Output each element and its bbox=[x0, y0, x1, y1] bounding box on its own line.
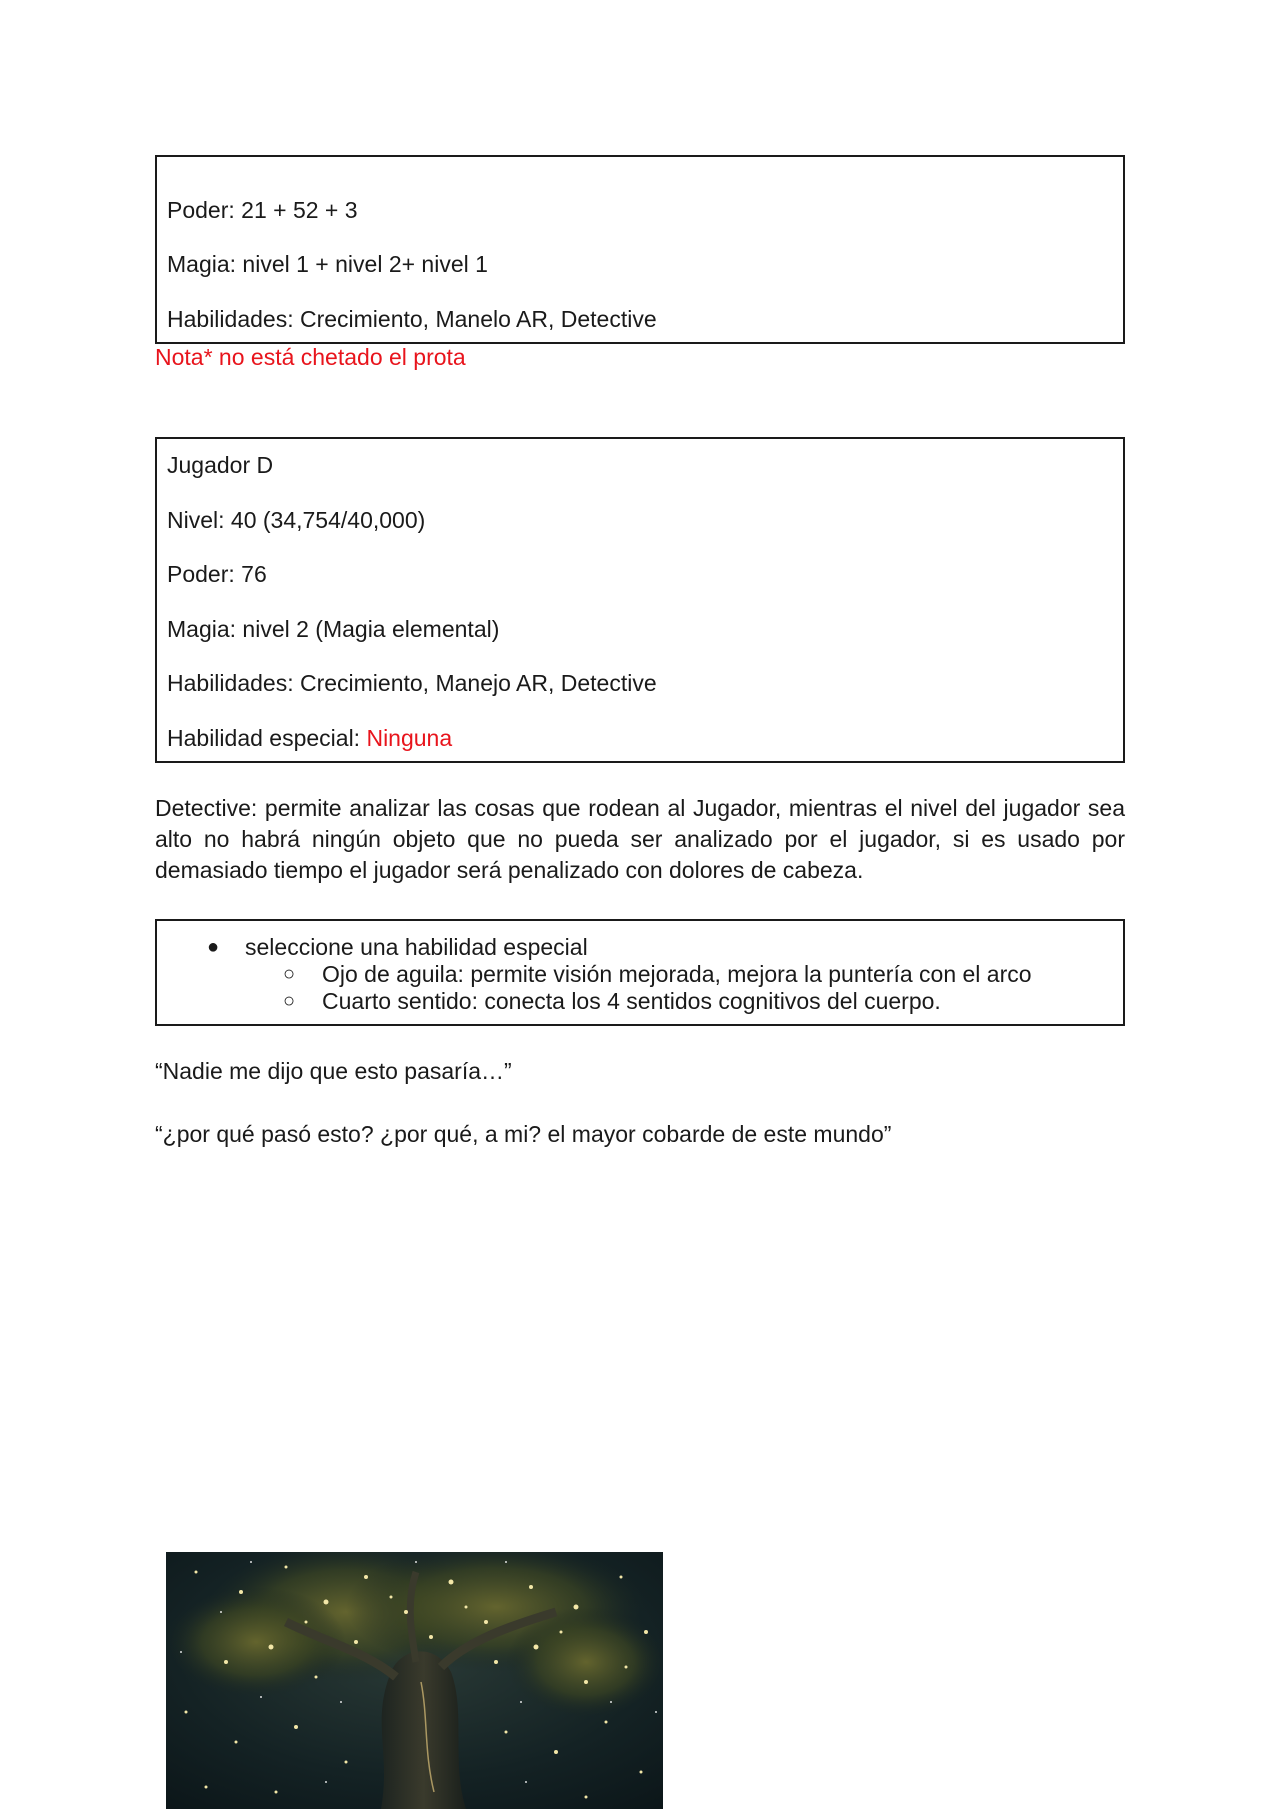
nivel-line: Nivel: 40 (34,754/40,000) bbox=[167, 507, 426, 533]
quote-2: “¿por qué pasó esto? ¿por qué, a mi? el mayor cobarde de este mundo” bbox=[155, 1121, 892, 1147]
special-ability-box bbox=[155, 919, 1125, 1026]
starry-tree-image bbox=[166, 1552, 663, 1809]
habilidad-especial-line bbox=[167, 724, 452, 752]
list-item-ojo-de-aguila: Ojo de aguila: permite visión mejorada, mejora la puntería con el arco bbox=[322, 961, 1032, 987]
poder-line: Poder: 21 + 52 + 3 bbox=[167, 197, 358, 223]
stats-box-top bbox=[155, 155, 1125, 344]
habilidades-line: Habilidades: Crecimiento, Manejo AR, Detective bbox=[167, 670, 657, 696]
quote-1: “Nadie me dijo que esto pasaría…” bbox=[155, 1058, 512, 1084]
list-item-main: seleccione una habilidad especial bbox=[245, 934, 588, 960]
magia-line: Magia: nivel 2 (Magia elemental) bbox=[167, 616, 500, 642]
player-d-box bbox=[155, 437, 1125, 763]
detective-paragraph: Detective: permite analizar las cosas que rodean al Jugador, mientras el nivel del jugador sea alto no habrá ningún objeto que no pueda ser analizado por el jugador, si es usado por demasiado tiempo el jugador será penalizado con dolores de cabeza. bbox=[155, 795, 1125, 883]
habilidad-especial-label: Habilidad especial: bbox=[167, 725, 367, 751]
habilidades-line: Habilidades: Crecimiento, Manelo AR, Detective bbox=[167, 306, 657, 332]
habilidad-especial-value: Ninguna bbox=[366, 725, 453, 751]
bullet-filled-icon: ● bbox=[207, 936, 220, 958]
bullet-hollow-icon: ○ bbox=[283, 990, 296, 1012]
bullet-hollow-icon: ○ bbox=[283, 963, 296, 985]
nota-line: Nota* no está chetado el prota bbox=[155, 344, 466, 370]
list-item-cuarto-sentido: Cuarto sentido: conecta los 4 sentidos cognitivos del cuerpo. bbox=[322, 988, 941, 1014]
poder-line: Poder: 76 bbox=[167, 561, 267, 587]
jugador-name: Jugador D bbox=[167, 452, 274, 478]
magia-line: Magia: nivel 1 + nivel 2+ nivel 1 bbox=[167, 251, 488, 277]
